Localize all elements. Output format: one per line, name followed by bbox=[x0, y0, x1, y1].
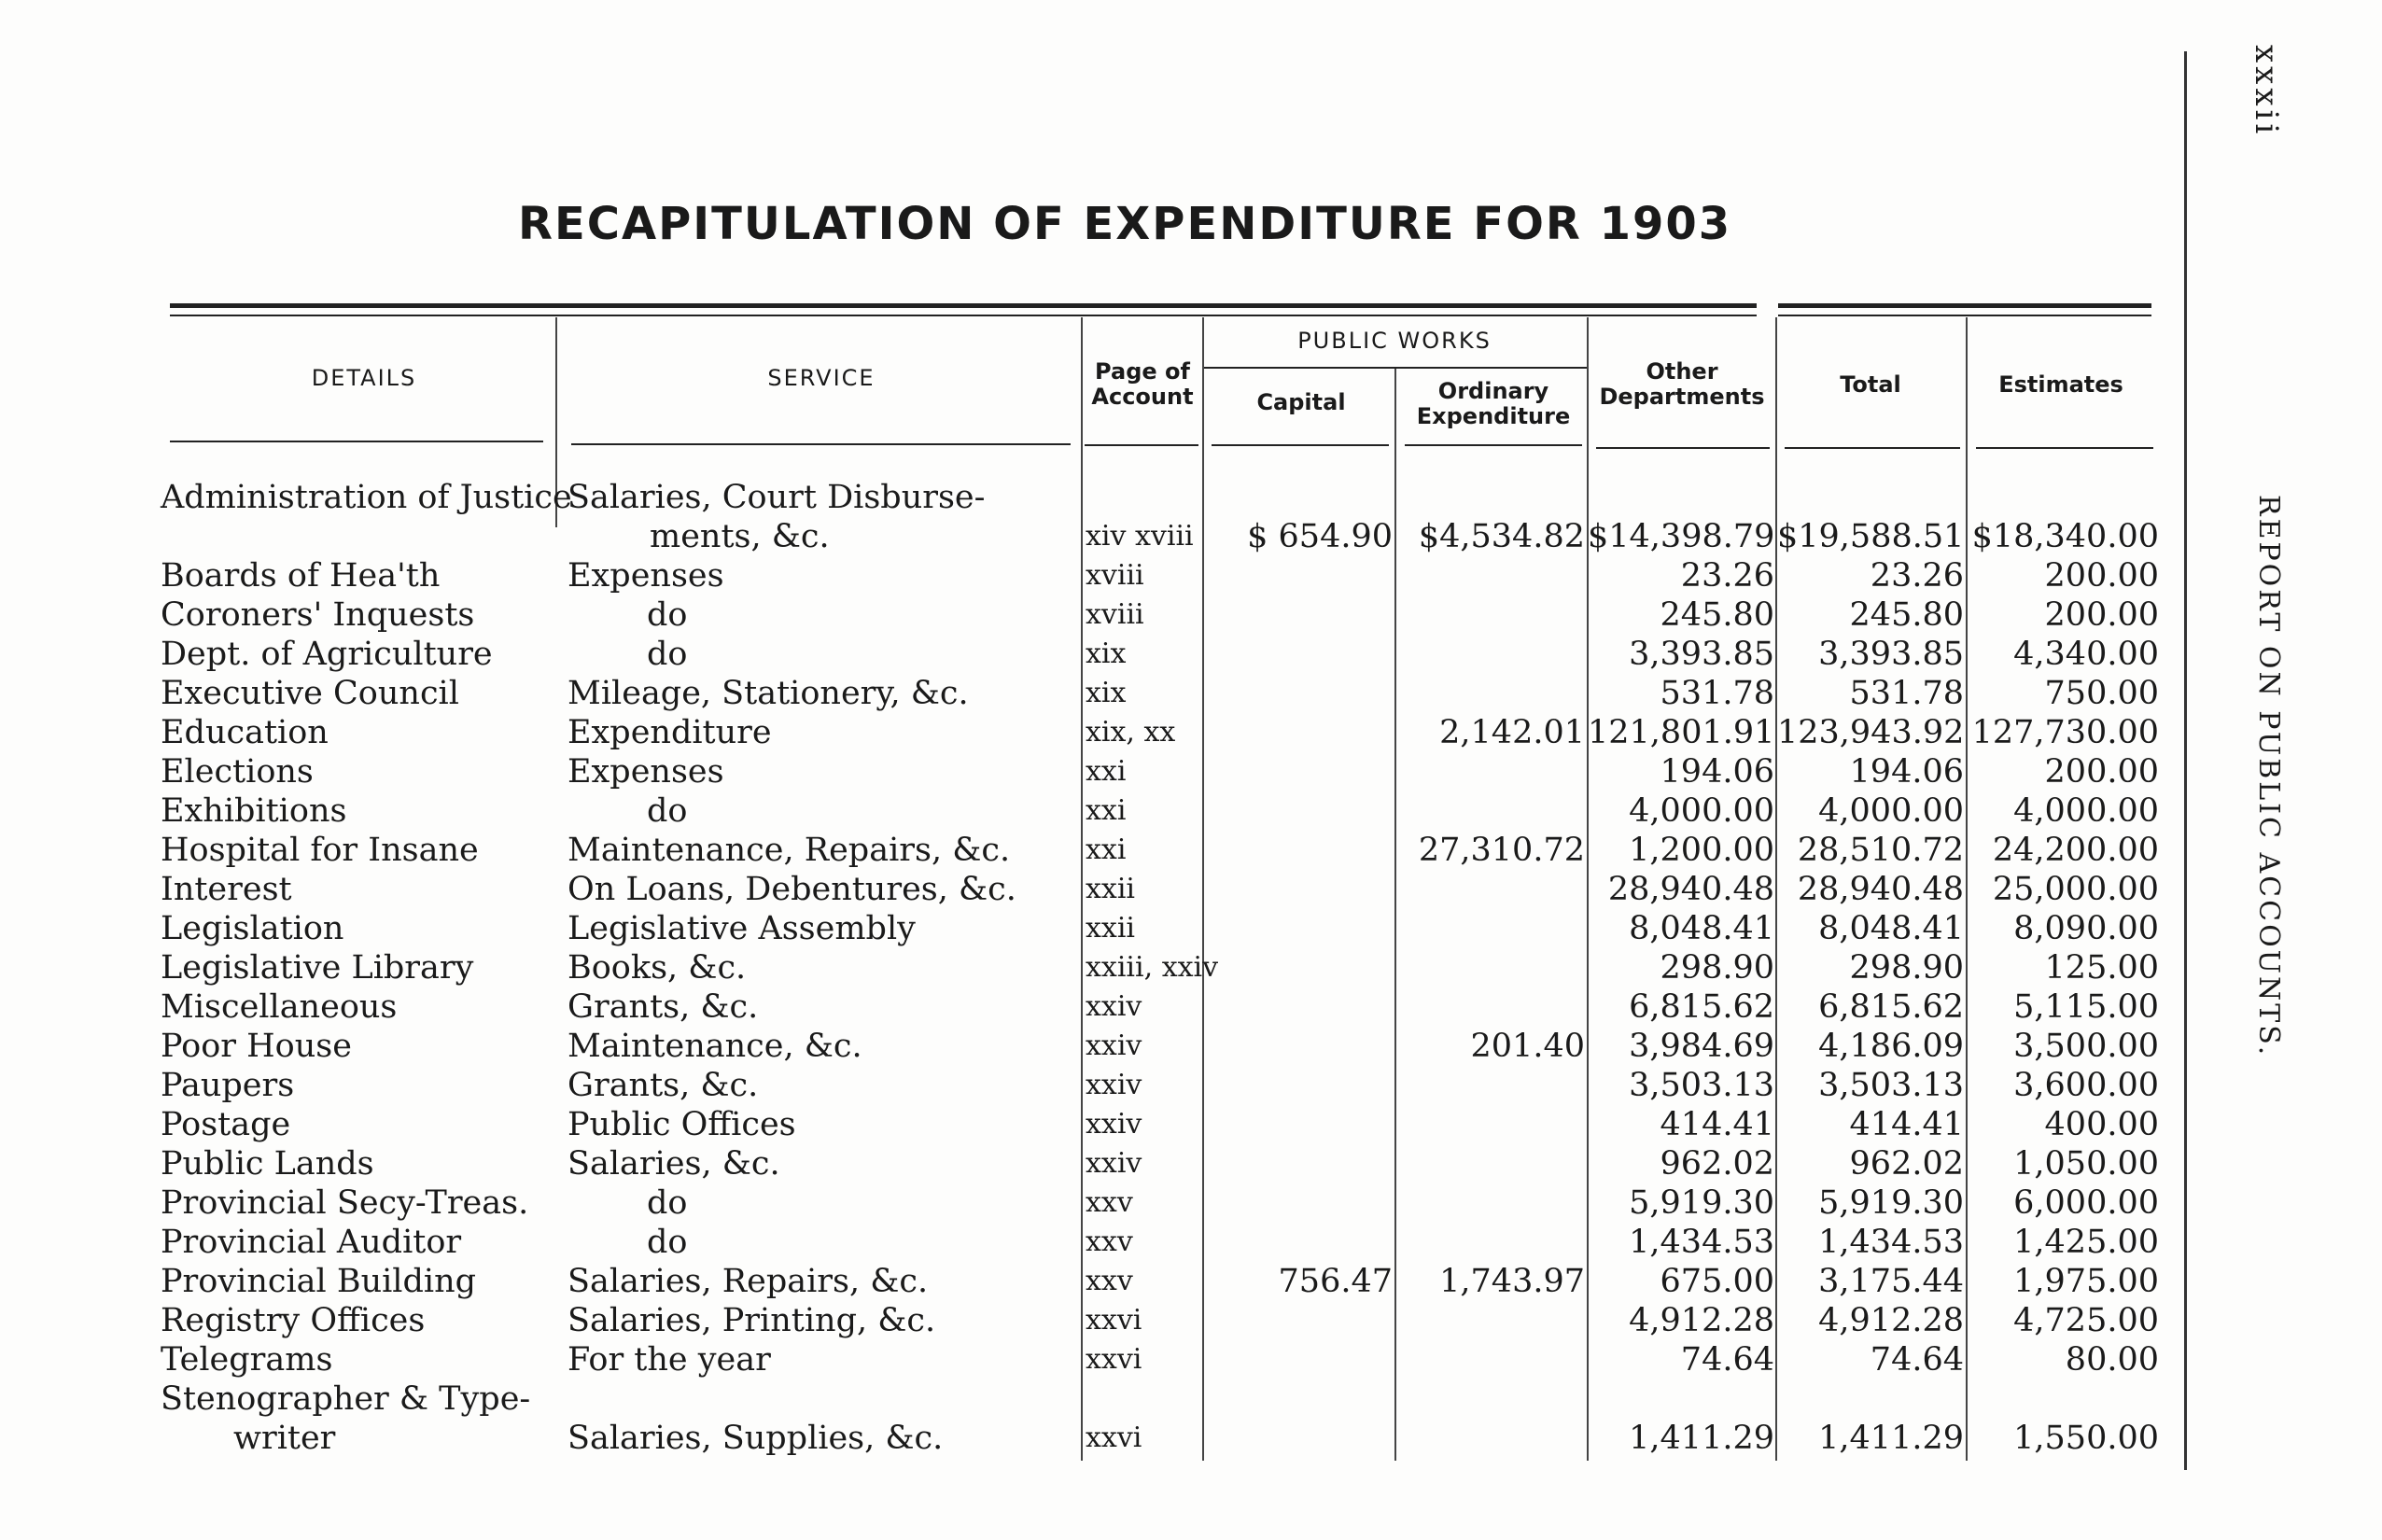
estimates-cell: 3,600.00 bbox=[2013, 1067, 2159, 1104]
other-departments-cell: $14,398.79 bbox=[1588, 518, 1775, 555]
table-row bbox=[0, 1340, 2184, 1379]
page-of-account-cell: xix bbox=[1086, 677, 1127, 709]
service-cell: Salaries, &c. bbox=[567, 1145, 780, 1183]
page-of-account-cell: xix bbox=[1086, 637, 1127, 670]
total-cell: 5,919.30 bbox=[1818, 1184, 1964, 1222]
other-departments-cell: 8,048.41 bbox=[1629, 910, 1774, 947]
page-of-account-cell: xiv xviii bbox=[1086, 520, 1194, 553]
header-underline bbox=[1085, 444, 1198, 446]
header-underline bbox=[1212, 444, 1389, 446]
running-head: REPORT ON PUBLIC ACCOUNTS. bbox=[2252, 495, 2285, 1058]
header-underline bbox=[571, 443, 1071, 445]
capital-cell: 756.47 bbox=[1278, 1263, 1393, 1300]
table-row bbox=[0, 1262, 2184, 1301]
table-row bbox=[0, 635, 2184, 674]
table-row bbox=[0, 1027, 2184, 1066]
page-of-account-cell: xxv bbox=[1086, 1225, 1133, 1258]
page-of-account-cell: xxiv bbox=[1086, 1147, 1142, 1180]
details-cell: Provincial Secy-Treas. bbox=[161, 1184, 529, 1222]
top-rule-thick bbox=[170, 303, 1757, 308]
total-cell: 4,912.28 bbox=[1818, 1302, 1964, 1339]
estimates-cell: 8,090.00 bbox=[2013, 910, 2159, 947]
table-row bbox=[0, 1144, 2184, 1183]
service-cell: Grants, &c. bbox=[567, 988, 759, 1026]
page-of-account-cell: xviii bbox=[1086, 598, 1144, 631]
service-cell: Maintenance, Repairs, &c. bbox=[567, 832, 1011, 869]
total-cell: 28,940.48 bbox=[1797, 871, 1964, 908]
estimates-cell: 1,050.00 bbox=[2013, 1145, 2159, 1183]
margin-rule bbox=[2184, 51, 2187, 1470]
details-cell: Registry Offices bbox=[161, 1302, 426, 1339]
total-cell: 6,815.62 bbox=[1818, 988, 1964, 1026]
details-cell: Postage bbox=[161, 1106, 291, 1143]
other-departments-cell: 1,434.53 bbox=[1629, 1224, 1774, 1261]
total-cell: 3,393.85 bbox=[1818, 636, 1964, 673]
details-cell: Dept. of Agriculture bbox=[161, 636, 493, 673]
header-public-works: PUBLIC WORKS bbox=[1297, 328, 1492, 354]
details-cell: Elections bbox=[161, 753, 314, 791]
header-estimates: Estimates bbox=[1998, 371, 2123, 398]
total-cell: 4,000.00 bbox=[1818, 792, 1964, 830]
top-rule-thick-right bbox=[1778, 303, 2151, 308]
ordinary-expenditure-cell: 27,310.72 bbox=[1418, 832, 1585, 869]
estimates-cell: $18,340.00 bbox=[1971, 518, 2159, 555]
other-departments-cell: 1,411.29 bbox=[1629, 1420, 1774, 1457]
service-cell: On Loans, Debentures, &c. bbox=[567, 871, 1016, 908]
page-of-account-cell: xxv bbox=[1086, 1265, 1133, 1297]
page-of-account-cell: xxv bbox=[1086, 1186, 1133, 1219]
total-cell: 28,510.72 bbox=[1797, 832, 1964, 869]
details-cell: Public Lands bbox=[161, 1145, 374, 1183]
estimates-cell: 200.00 bbox=[2044, 596, 2159, 634]
details-cell: Administration of Justice bbox=[161, 479, 572, 516]
details-cell: Coroners' Inquests bbox=[161, 596, 475, 634]
details-cell-continued: writer bbox=[233, 1420, 336, 1457]
details-cell: Poor House bbox=[161, 1028, 352, 1065]
details-cell: Telegrams bbox=[161, 1341, 333, 1379]
header-capital: Capital bbox=[1256, 389, 1346, 415]
table-row bbox=[0, 948, 2184, 987]
estimates-cell: 4,000.00 bbox=[2013, 792, 2159, 830]
total-cell: 3,503.13 bbox=[1818, 1067, 1964, 1104]
details-cell: Education bbox=[161, 714, 329, 751]
header-page-of-account: Page of Account bbox=[1091, 358, 1194, 410]
service-cell: do bbox=[647, 1224, 688, 1261]
header-underline bbox=[1785, 447, 1960, 449]
other-departments-cell: 675.00 bbox=[1660, 1263, 1774, 1300]
estimates-cell: 1,425.00 bbox=[2013, 1224, 2159, 1261]
page-title: RECAPITULATION OF EXPENDITURE FOR 1903 bbox=[518, 198, 1732, 250]
total-cell: 4,186.09 bbox=[1818, 1028, 1964, 1065]
service-cell: do bbox=[647, 792, 688, 830]
other-departments-cell: 74.64 bbox=[1680, 1341, 1774, 1379]
page-of-account-cell: xviii bbox=[1086, 559, 1144, 592]
page-of-account-cell: xix, xx bbox=[1086, 716, 1176, 749]
ordinary-expenditure-cell: 1,743.97 bbox=[1439, 1263, 1585, 1300]
estimates-cell: 6,000.00 bbox=[2013, 1184, 2159, 1222]
public-works-rule bbox=[1204, 367, 1587, 369]
details-cell: Miscellaneous bbox=[161, 988, 398, 1026]
page-of-account-cell: xxvi bbox=[1086, 1343, 1142, 1376]
page-of-account-cell: xxi bbox=[1086, 794, 1127, 827]
page-of-account-cell: xxii bbox=[1086, 912, 1136, 945]
page-of-account-cell: xxvi bbox=[1086, 1421, 1142, 1454]
table-row bbox=[0, 595, 2184, 635]
estimates-cell: 127,730.00 bbox=[1971, 714, 2159, 751]
total-cell: 74.64 bbox=[1870, 1341, 1964, 1379]
total-cell: 962.02 bbox=[1849, 1145, 1964, 1183]
header-total: Total bbox=[1840, 371, 1901, 398]
table-row bbox=[0, 831, 2184, 870]
details-cell: Exhibitions bbox=[161, 792, 347, 830]
estimates-cell: 3,500.00 bbox=[2013, 1028, 2159, 1065]
details-cell: Hospital for Insane bbox=[161, 832, 479, 869]
table-row bbox=[0, 1379, 2184, 1458]
service-cell: Salaries, Court Disburse- bbox=[567, 479, 986, 516]
estimates-cell: 5,115.00 bbox=[2013, 988, 2159, 1026]
table-row bbox=[0, 791, 2184, 831]
service-cell: do bbox=[647, 1184, 688, 1222]
page-of-account-cell: xxi bbox=[1086, 833, 1127, 866]
service-cell: Legislative Assembly bbox=[567, 910, 916, 947]
details-cell: Interest bbox=[161, 871, 292, 908]
other-departments-cell: 3,503.13 bbox=[1629, 1067, 1774, 1104]
total-cell: 8,048.41 bbox=[1818, 910, 1964, 947]
ordinary-expenditure-cell: 201.40 bbox=[1470, 1028, 1585, 1065]
total-cell: 414.41 bbox=[1849, 1106, 1964, 1143]
service-cell: Expenses bbox=[567, 753, 724, 791]
service-cell: For the year bbox=[567, 1341, 771, 1379]
header-underline bbox=[1976, 447, 2153, 449]
other-departments-cell: 3,393.85 bbox=[1629, 636, 1774, 673]
other-departments-cell: 5,919.30 bbox=[1629, 1184, 1774, 1222]
service-cell: Salaries, Printing, &c. bbox=[567, 1302, 936, 1339]
total-cell: 194.06 bbox=[1849, 753, 1964, 791]
header-details: DETAILS bbox=[311, 365, 417, 391]
other-departments-cell: 4,912.28 bbox=[1629, 1302, 1774, 1339]
other-departments-cell: 28,940.48 bbox=[1607, 871, 1774, 908]
estimates-cell: 4,340.00 bbox=[2013, 636, 2159, 673]
other-departments-cell: 4,000.00 bbox=[1629, 792, 1774, 830]
service-cell: do bbox=[647, 636, 688, 673]
details-cell: Provincial Auditor bbox=[161, 1224, 462, 1261]
table-row bbox=[0, 870, 2184, 909]
header-other-departments: Other Departments bbox=[1599, 358, 1765, 410]
other-departments-cell: 3,984.69 bbox=[1629, 1028, 1774, 1065]
estimates-cell: 750.00 bbox=[2044, 675, 2159, 712]
details-cell: Paupers bbox=[161, 1067, 295, 1104]
service-cell-continued: ments, &c. bbox=[650, 518, 830, 555]
page-of-account-cell: xxiv bbox=[1086, 1108, 1142, 1141]
total-cell: 3,175.44 bbox=[1818, 1263, 1964, 1300]
table-row bbox=[0, 752, 2184, 791]
ordinary-expenditure-cell: $4,534.82 bbox=[1418, 518, 1585, 555]
page-of-account-cell: xxvi bbox=[1086, 1304, 1142, 1337]
service-cell: Books, &c. bbox=[567, 949, 747, 987]
estimates-cell: 125.00 bbox=[2044, 949, 2159, 987]
total-cell: 531.78 bbox=[1849, 675, 1964, 712]
service-cell: Salaries, Repairs, &c. bbox=[567, 1263, 929, 1300]
other-departments-cell: 962.02 bbox=[1660, 1145, 1774, 1183]
page-of-account-cell: xxiv bbox=[1086, 990, 1142, 1023]
details-cell: Legislative Library bbox=[161, 949, 474, 987]
total-cell: $19,588.51 bbox=[1777, 518, 1965, 555]
details-cell: Executive Council bbox=[161, 675, 459, 712]
other-departments-cell: 245.80 bbox=[1660, 596, 1774, 634]
total-cell: 23.26 bbox=[1870, 557, 1964, 595]
table-row bbox=[0, 1183, 2184, 1223]
other-departments-cell: 194.06 bbox=[1660, 753, 1774, 791]
details-cell: Boards of Hea'th bbox=[161, 557, 441, 595]
page-of-account-cell: xxii bbox=[1086, 873, 1136, 905]
details-cell: Legislation bbox=[161, 910, 344, 947]
other-departments-cell: 23.26 bbox=[1680, 557, 1774, 595]
table-row bbox=[0, 478, 2184, 556]
table-row bbox=[0, 713, 2184, 752]
table-row bbox=[0, 1105, 2184, 1144]
details-cell: Provincial Building bbox=[161, 1263, 477, 1300]
other-departments-cell: 298.90 bbox=[1660, 949, 1774, 987]
page-of-account-cell: xxiv bbox=[1086, 1029, 1142, 1062]
page-of-account-cell: xxiv bbox=[1086, 1069, 1142, 1101]
estimates-cell: 400.00 bbox=[2044, 1106, 2159, 1143]
header-underline bbox=[170, 441, 543, 442]
other-departments-cell: 1,200.00 bbox=[1629, 832, 1774, 869]
table-row bbox=[0, 674, 2184, 713]
service-cell: Maintenance, &c. bbox=[567, 1028, 862, 1065]
estimates-cell: 80.00 bbox=[2065, 1341, 2159, 1379]
estimates-cell: 24,200.00 bbox=[1992, 832, 2159, 869]
total-cell: 123,943.92 bbox=[1777, 714, 1965, 751]
table-row bbox=[0, 556, 2184, 595]
estimates-cell: 200.00 bbox=[2044, 557, 2159, 595]
ordinary-expenditure-cell: 2,142.01 bbox=[1439, 714, 1585, 751]
service-cell: Expenses bbox=[567, 557, 724, 595]
other-departments-cell: 6,815.62 bbox=[1629, 988, 1774, 1026]
service-cell: Public Offices bbox=[567, 1106, 796, 1143]
page-of-account-cell: xxi bbox=[1086, 755, 1127, 788]
table-row bbox=[0, 1066, 2184, 1105]
details-cell: Stenographer & Type- bbox=[161, 1380, 531, 1418]
page-of-account-cell: xxiii, xxiv bbox=[1086, 951, 1219, 984]
header-service: SERVICE bbox=[767, 365, 876, 391]
capital-cell: $ 654.90 bbox=[1247, 518, 1393, 555]
estimates-cell: 200.00 bbox=[2044, 753, 2159, 791]
table-row bbox=[0, 1301, 2184, 1340]
total-cell: 1,411.29 bbox=[1818, 1420, 1964, 1457]
service-cell: Mileage, Stationery, &c. bbox=[567, 675, 969, 712]
other-departments-cell: 531.78 bbox=[1660, 675, 1774, 712]
table-row bbox=[0, 1223, 2184, 1262]
total-cell: 1,434.53 bbox=[1818, 1224, 1964, 1261]
estimates-cell: 1,550.00 bbox=[2013, 1420, 2159, 1457]
table-row bbox=[0, 909, 2184, 948]
header-underline bbox=[1596, 447, 1770, 449]
estimates-cell: 1,975.00 bbox=[2013, 1263, 2159, 1300]
top-rule-thin-right bbox=[1778, 315, 2151, 316]
other-departments-cell: 121,801.91 bbox=[1588, 714, 1775, 751]
other-departments-cell: 414.41 bbox=[1660, 1106, 1774, 1143]
service-cell: Grants, &c. bbox=[567, 1067, 759, 1104]
service-cell: do bbox=[647, 596, 688, 634]
estimates-cell: 4,725.00 bbox=[2013, 1302, 2159, 1339]
page-number: xxxii bbox=[2248, 45, 2285, 138]
header-underline bbox=[1405, 444, 1582, 446]
service-cell: Expenditure bbox=[567, 714, 772, 751]
service-cell: Salaries, Supplies, &c. bbox=[567, 1420, 944, 1457]
total-cell: 245.80 bbox=[1849, 596, 1964, 634]
table-row bbox=[0, 987, 2184, 1027]
header-ordinary-expenditure: Ordinary Expenditure bbox=[1416, 378, 1571, 429]
estimates-cell: 25,000.00 bbox=[1992, 871, 2159, 908]
total-cell: 298.90 bbox=[1849, 949, 1964, 987]
top-rule-thin bbox=[170, 315, 1757, 316]
